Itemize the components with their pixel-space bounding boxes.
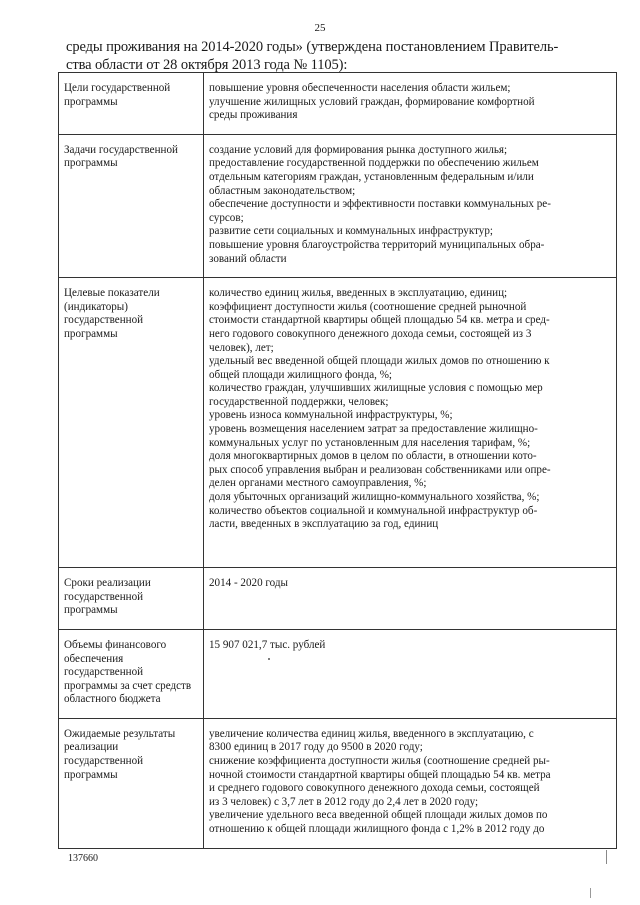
page-number: 25 (314, 22, 326, 34)
content-line: коммунальных услуг по установленным для населения тарифам, %; (209, 436, 531, 449)
content-line: повышение уровня благоустройства территорий муниципальных обра- (209, 238, 545, 251)
content-line: общей площади жилищного фонда, %; (209, 368, 393, 381)
row-label-tasks: Задачи государственной программы (59, 134, 204, 277)
content-line: отдельным категориям граждан, установленным федеральным и/или (209, 170, 534, 183)
row-label-timeline: Сроки реализации государственной программы (59, 568, 204, 630)
row-label-indicators: Целевые показатели (индикаторы) государственной программы (59, 278, 204, 568)
intro-line: ства области от 28 октября 2013 года № 1105): (66, 57, 348, 73)
content-line: уровень износа коммунальной инфраструктуры, %; (209, 409, 453, 422)
content-line: улучшение жилищных условий граждан, формирование комфортной (209, 95, 535, 108)
content-line: предоставление государственной поддержки по обеспечению жильем (209, 157, 539, 170)
intro-line: среды проживания на 2014-2020 годы» (утверждена постановлением Правитель- (66, 39, 559, 55)
content-line: увеличение удельного веса введенной общей площади жилых домов по (209, 809, 548, 822)
content-line: увеличение количества единиц жилья, введенного в эксплуатацию, с (209, 727, 534, 740)
content-line: государственной поддержки, человек; (209, 395, 389, 408)
content-line: стоимости стандартной квартиры общей площадью 54 кв. метра и сред- (209, 314, 550, 327)
intro-paragraph (66, 38, 611, 74)
row-content-goals (204, 73, 617, 135)
content-line: отношению к общей площади жилищного фонда с 1,2% в 2012 году до (209, 823, 545, 836)
table-row (59, 73, 617, 135)
content-line: зований области (209, 252, 287, 265)
content-line: 8300 единиц в 2017 году до 9500 в 2020 году; (209, 741, 423, 754)
scan-edge-mark (590, 888, 591, 898)
content-line: удельный вес введенной общей площади жилых домов по отношению к (209, 355, 550, 368)
row-content-timeline (204, 568, 617, 630)
table-row (59, 629, 617, 718)
content-line: количество объектов социальной и коммунальной инфраструктур об- (209, 504, 538, 517)
row-label-goals: Цели государственной программы (59, 73, 204, 135)
content-line: доля многоквартирных домов в целом по области, в отношении кото- (209, 450, 537, 463)
document-id: 137660 (68, 853, 98, 864)
content-line: создание условий для формирования рынка доступного жилья; (209, 143, 508, 156)
content-line: среды проживания (209, 109, 298, 122)
content-line: коэффициент доступности жилья (соотношение средней рыночной (209, 300, 527, 313)
table-row (59, 134, 617, 277)
content-line: развитие сети социальных и коммунальных инфраструктур; (209, 225, 493, 238)
row-label-results: Ожидаемые результаты реализации государственной программы (59, 718, 204, 848)
content-line: количество граждан, улучшивших жилищные условия с помощью мер (209, 382, 543, 395)
row-content-indicators (204, 278, 617, 568)
content-line: 15 907 021,7 тыс. рублей (209, 638, 326, 651)
content-line: и среднего годового совокупного денежного дохода семьи, состоящей (209, 782, 540, 795)
table-row (59, 718, 617, 848)
content-line: человек), лет; (209, 341, 274, 354)
content-line: 2014 - 2020 годы (209, 577, 288, 590)
content-line: обеспечение доступности и эффективности поставки коммунальных ре- (209, 198, 551, 211)
row-content-tasks (204, 134, 617, 277)
content-line: рых способ управления выбран и реализован собственниками или опре- (209, 463, 551, 476)
content-line: делен органами местного самоуправления, %; (209, 477, 427, 490)
content-line: снижение коэффициента доступности жилья (соотношение средней ры- (209, 755, 550, 768)
table-row (59, 568, 617, 630)
table-row (59, 278, 617, 568)
content-line: количество единиц жилья, введенных в эксплуатацию, единиц; (209, 287, 508, 300)
content-line: ночной стоимости стандартной квартиры общей площадью 54 кв. метра (209, 768, 551, 781)
program-passport-table (58, 72, 617, 849)
scan-edge-mark (606, 850, 607, 864)
content-line: уровень возмещения населением затрат за предоставление жилищно- (209, 423, 538, 436)
scan-speck (268, 658, 270, 660)
content-line: ласти, введенных в эксплуатацию за год, единиц (209, 518, 439, 531)
content-line: повышение уровня обеспеченности населения области жильем; (209, 82, 511, 94)
content-line: из 3 человек) с 3,7 лет в 2012 году до 2,4 лет в 2020 году; (209, 795, 479, 808)
row-content-results (204, 718, 617, 848)
content-line: него годового совокупного денежного дохода семьи, состоящей из 3 (209, 327, 532, 340)
content-line: областным законодательством; (209, 184, 356, 197)
content-line: доля убыточных организаций жилищно-коммунального хозяйства, %; (209, 491, 540, 504)
row-label-funding: Объемы финансового обеспечения государственной программы за счет средств областного бюджета (59, 629, 204, 718)
content-line: сурсов; (209, 211, 244, 224)
row-content-funding (204, 629, 617, 718)
